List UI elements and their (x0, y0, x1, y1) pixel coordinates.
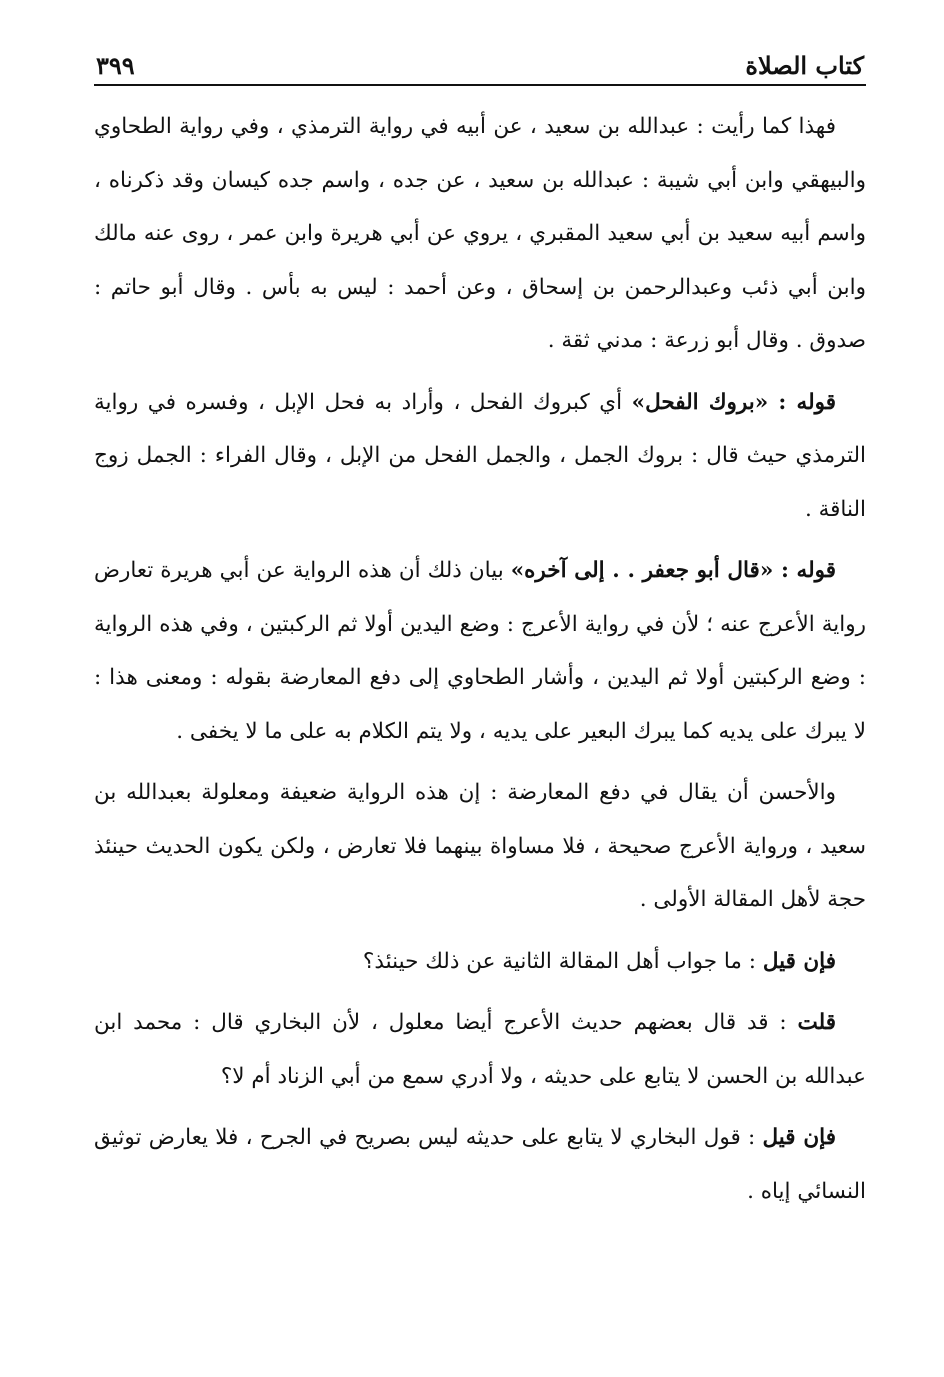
paragraph-5 (94, 935, 866, 989)
paragraph-quote: «بروك الفحل» (631, 389, 769, 415)
page-header (94, 38, 866, 86)
paragraph-text: : قد قال بعضهم حديث الأعرج أيضا معلول ، لأن البخاري قال : محمد ابن عبدالله بن الحسن لا يتابع على حديثه ، ولا أدري سمع من أبي الزناد أم لا؟ (94, 1010, 866, 1089)
paragraph-text: أي كبروك الفحل ، وأراد به فحل الإبل ، وفسره في رواية الترمذي حيث قال : بروك الجمل ، والجمل الفحل من الإبل ، وقال الفراء : الجمل زوج الناقة . (94, 389, 866, 522)
paragraph-lead: فإن قيل (762, 1125, 836, 1150)
paragraph-text: بيان ذلك أن هذه الرواية عن أبي هريرة تعارض رواية الأعرج عنه ؛ لأن في رواية الأعرج : وضع اليدين أولا ثم الركبتين ، وفي هذه الرواية : وضع الركبتين أولا ثم اليدين ، وأشار الطحاوي إلى دفع المعارضة بقوله : ومعنى هذا : لا يبرك على يديه كما يبرك البعير على يديه ، ولا يتم الكلام به على ما لا يخفى . (94, 558, 866, 744)
paragraph-3 (94, 544, 866, 758)
paragraph-quote: «قال أبو جعفر . . إلى آخره» (510, 558, 774, 583)
paragraph-6 (94, 996, 866, 1103)
page-number: ٣٩٩ (96, 51, 135, 80)
page-body (94, 100, 866, 1218)
paragraph-lead: قوله : (768, 389, 837, 415)
paragraph-text: فهذا كما رأيت : عبدالله بن سعيد ، عن أبيه في رواية الترمذي ، وفي رواية الطحاوي والبيهقي وابن أبي شيبة : عبدالله بن سعيد ، عن جده ، واسم جده كيسان وقد ذكرناه ، واسم أبيه سعيد بن أبي سعيد المقبري ، يروي عن أبي هريرة وابن عمر ، روى عنه مالك وابن أبي ذئب وعبدالرحمن بن إسحاق ، وعن أحمد : ليس به بأس . وقال أبو حاتم : صدوق . وقال أبو زرعة : مدني ثقة . (94, 114, 866, 353)
paragraph-text: والأحسن أن يقال في دفع المعارضة : إن هذه الرواية ضعيفة ومعلولة بعبدالله بن سعيد ، ورواية الأعرج صحيحة ، فلا مساواة بينهما فلا تعارض ، ولكن يكون الحديث حينئذ حجة لأهل المقالة الأولى . (94, 780, 866, 912)
paragraph-lead: فإن قيل (762, 948, 836, 974)
paragraph-lead: قوله : (773, 558, 836, 583)
paragraph-4 (94, 766, 866, 927)
paragraph-7 (94, 1111, 866, 1218)
paragraph-text: : قول البخاري لا يتابع على حديثه ليس بصريح في الجرح ، فلا يعارض توثيق النسائي إياه . (94, 1125, 866, 1204)
chapter-title: كتاب الصلاة (745, 51, 864, 80)
paragraph-1 (94, 100, 866, 368)
paragraph-text: : ما جواب أهل المقالة الثانية عن ذلك حينئذ؟ (362, 948, 763, 974)
book-page (94, 38, 866, 1226)
paragraph-lead: قلت (797, 1010, 836, 1035)
paragraph-2 (94, 376, 866, 537)
